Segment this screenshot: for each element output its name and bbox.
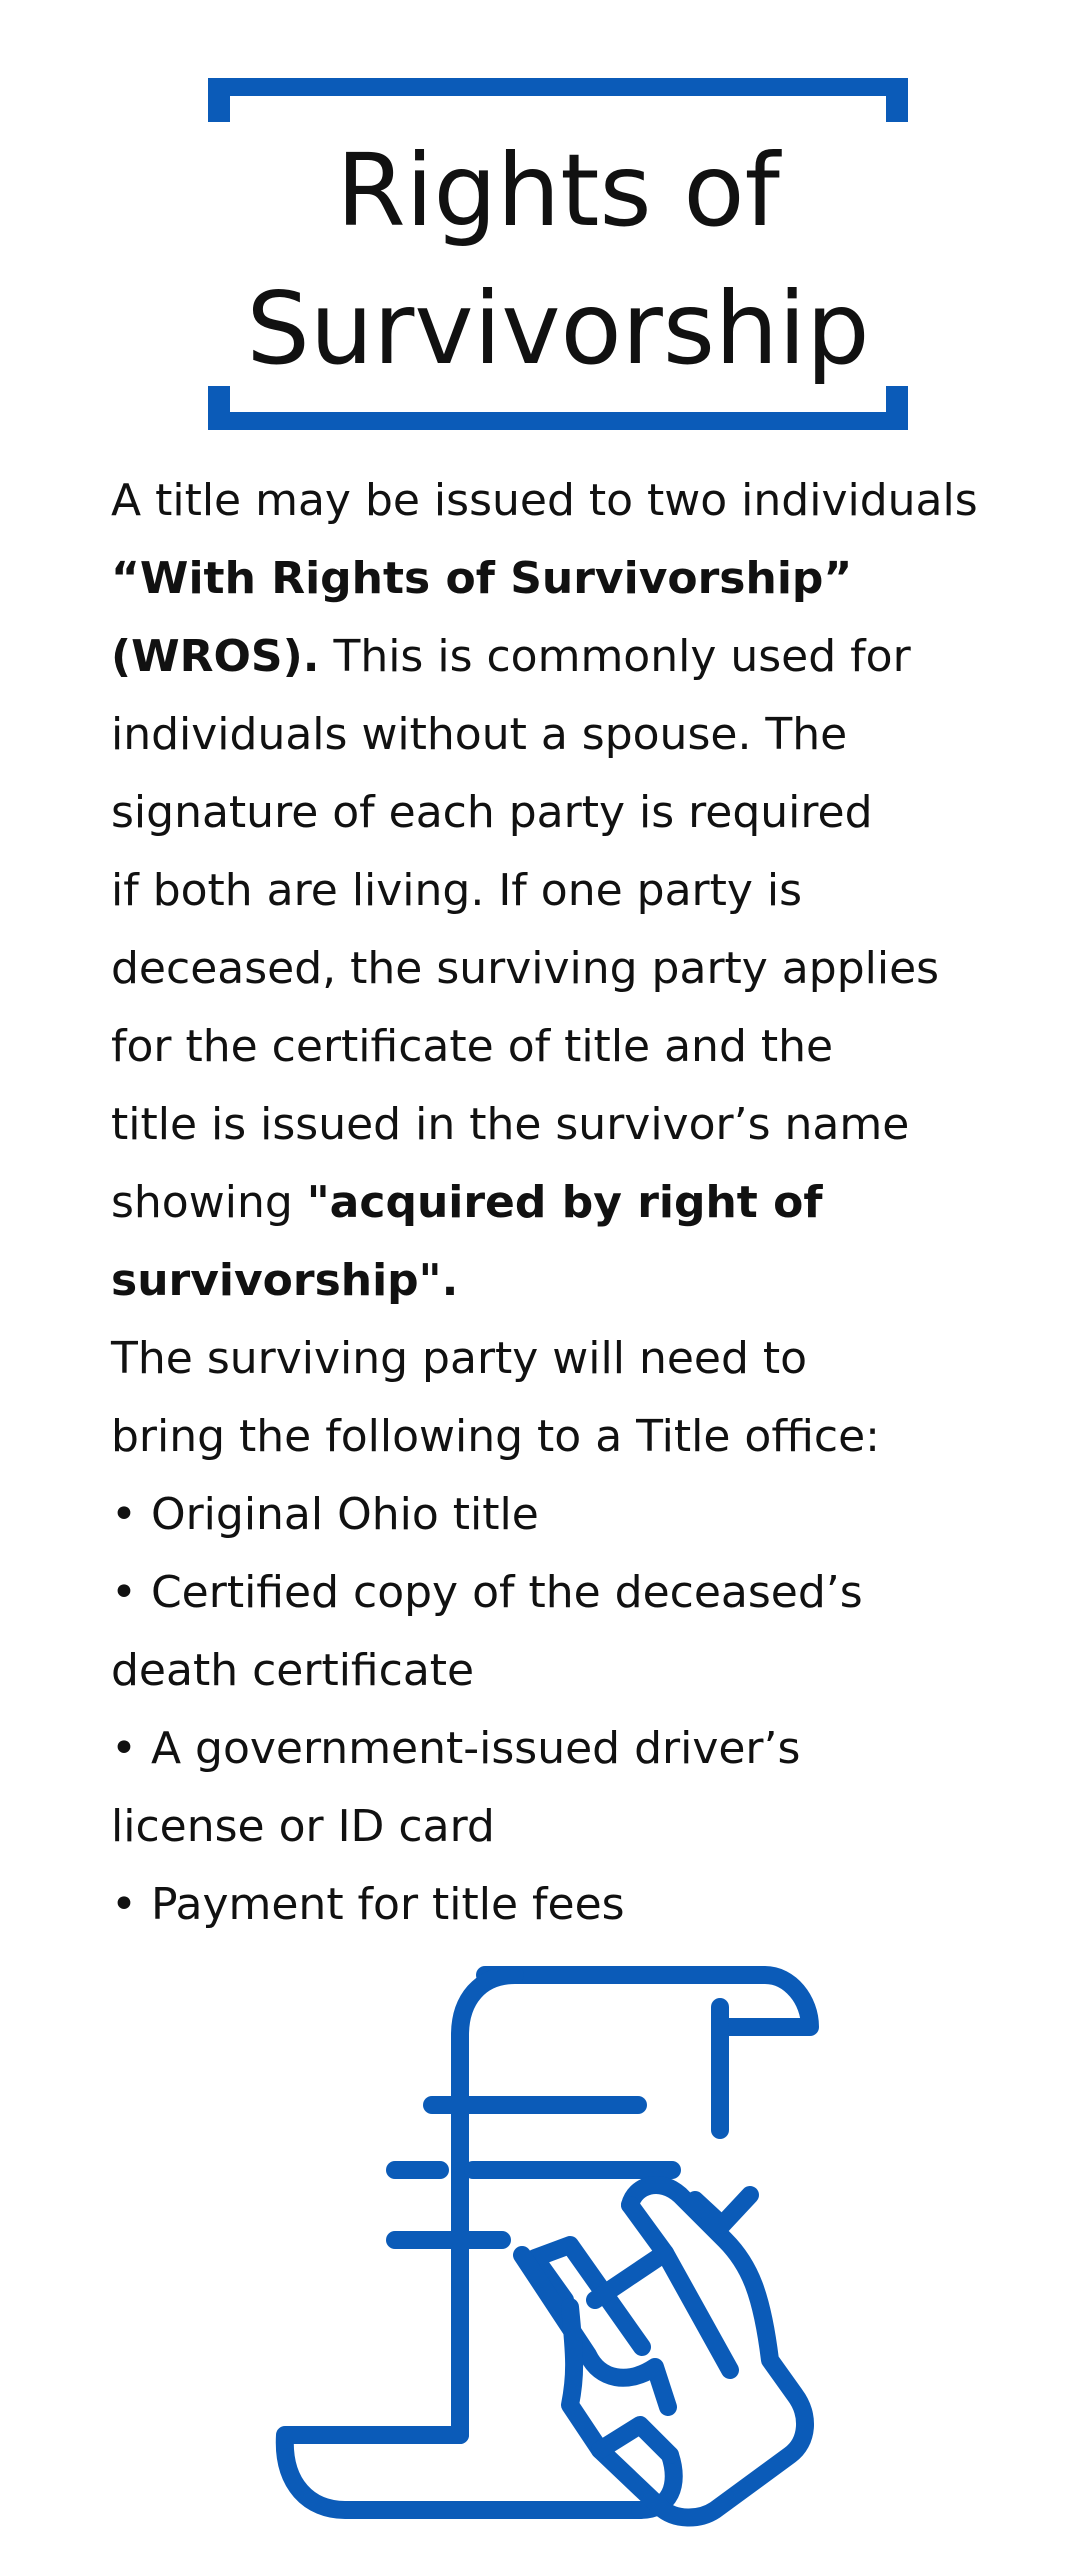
body-line: The surviving party will need to	[111, 1333, 808, 1384]
list-item-id-cont: license or ID card	[111, 1801, 495, 1852]
list-item-death-certificate: • Certified copy of the deceased’s	[111, 1567, 863, 1618]
body-line: if both are living. If one party is	[111, 865, 803, 916]
body-line: individuals without a spouse. The	[111, 709, 848, 760]
wros-abbrev: (WROS).	[111, 631, 320, 682]
title-frame	[208, 78, 908, 430]
title-line-1: Rights of	[336, 132, 780, 249]
list-item-fees: • Payment for title fees	[111, 1879, 625, 1930]
body-line: title is issued in the survivor’s name	[111, 1099, 910, 1150]
list-item-id: • A government-issued driver’s	[111, 1723, 801, 1774]
body-line: for the certificate of title and the	[111, 1021, 834, 1072]
acquired-phrase: "acquired by right of	[306, 1177, 823, 1228]
title-line-2: Survivorship	[246, 270, 870, 387]
page-title	[208, 122, 908, 398]
body-line-wros-name: “With Rights of Survivorship”	[111, 553, 853, 604]
body-line: deceased, the surviving party applies	[111, 943, 940, 994]
title-bracket-top	[208, 78, 908, 122]
body-text	[111, 462, 1011, 1944]
list-item-death-certificate-cont: death certificate	[111, 1645, 475, 1696]
body-line: A title may be issued to two individuals	[111, 475, 978, 526]
signed-document-icon	[270, 1955, 850, 2535]
body-line: survivorship".	[111, 1255, 459, 1306]
list-item-title: • Original Ohio title	[111, 1489, 539, 1540]
body-line: showing "acquired by right of	[111, 1177, 823, 1228]
title-bracket-bottom	[208, 386, 908, 430]
body-line: (WROS). This is commonly used for	[111, 631, 911, 682]
body-line: bring the following to a Title office:	[111, 1411, 880, 1462]
body-line: signature of each party is required	[111, 787, 873, 838]
